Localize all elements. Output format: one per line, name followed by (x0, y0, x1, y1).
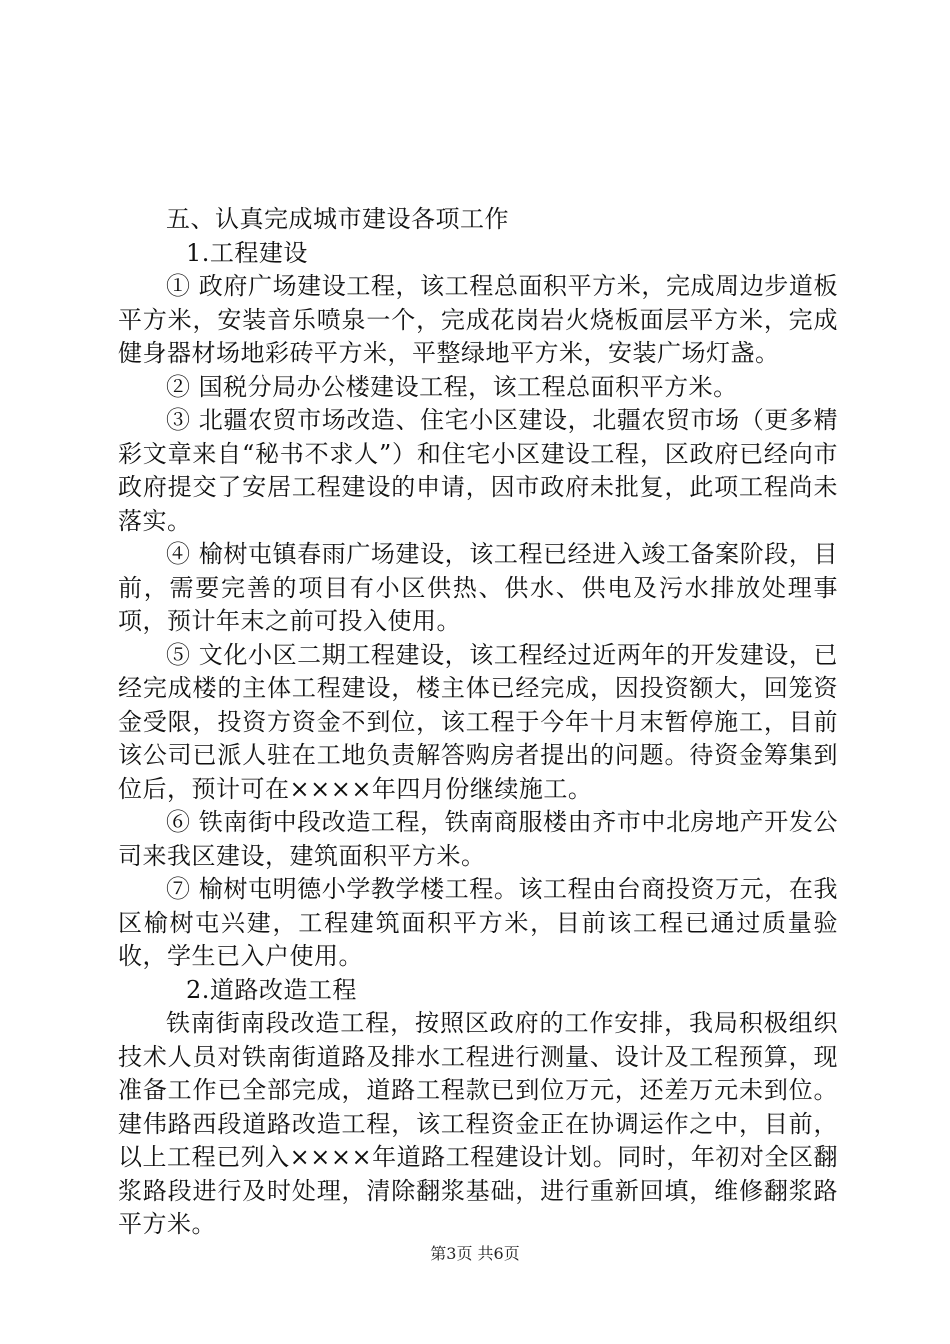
paragraph-plaza-project: ① 政府广场建设工程，该工程总面积平方米，完成周边步道板平方米，安装音乐喷泉一个，完成花岗岩火烧板面层平方米，完成健身器材场地彩砖平方米，平整绿地平方米，安装广场灯盏。 (118, 272, 838, 367)
paragraph-market-project: ③ 北疆农贸市场改造、住宅小区建设，北疆农贸市场（更多精彩文章来自“秘书不求人”）和住宅小区建设工程，区政府已经向市政府提交了安居工程建设的申请，因市政府未批复，此项工程尚未落实。 (118, 406, 838, 535)
document-body (118, 203, 838, 1242)
page-number-footer: 第3页 共6页 (430, 1244, 520, 1263)
paragraph-tax-office-project: ② 国税分局办公楼建设工程，该工程总面积平方米。 (166, 372, 738, 401)
paragraph-mingde-school-project: ⑦ 榆树屯明德小学教学楼工程。该工程由台商投资万元，在我区榆树屯兴建，工程建筑面积平方米，目前该工程已通过质量验收，学生已入户使用。 (118, 875, 838, 970)
paragraph-culture-community-project: ⑤ 文化小区二期工程建设，该工程经过近两年的开发建设，已经完成楼的主体工程建设，楼主体已经完成，因投资额大，回笼资金受限，投资方资金不到位，该工程于今年十月末暂停施工，目前该公司已派人驻在工地负责解答购房者提出的问题。待资金筹集到位后，预计可在××××年四月份继续施工。 (118, 640, 838, 803)
subsection-title-engineering: 1.工程建设 (186, 238, 308, 267)
paragraph-road-projects: 铁南街南段改造工程，按照区政府的工作安排，我局积极组织技术人员对铁南街道路及排水工程进行测量、设计及工程预算，现准备工作已全部完成，道路工程款已到位万元，还差万元未到位。建伟路西段道路改造工程，该工程资金正在协调运作之中，目前，以上工程已列入××××年道路工程建设计划。同时，年初对全区翻浆路段进行及时处理，清除翻浆基础，进行重新回填，维修翻浆路平方米。 (118, 1009, 838, 1238)
paragraph-tienan-middle-project: ⑥ 铁南街中段改造工程，铁南商服楼由齐市中北房地产开发公司来我区建设，建筑面积平方米。 (118, 808, 838, 870)
paragraph-chunyu-plaza-project: ④ 榆树屯镇春雨广场建设，该工程已经进入竣工备案阶段，目前，需要完善的项目有小区供热、供水、供电及污水排放处理事项，预计年末之前可投入使用。 (118, 540, 838, 635)
subsection-title-roads: 2.道路改造工程 (186, 975, 357, 1004)
section-title: 五、认真完成城市建设各项工作 (166, 205, 509, 233)
